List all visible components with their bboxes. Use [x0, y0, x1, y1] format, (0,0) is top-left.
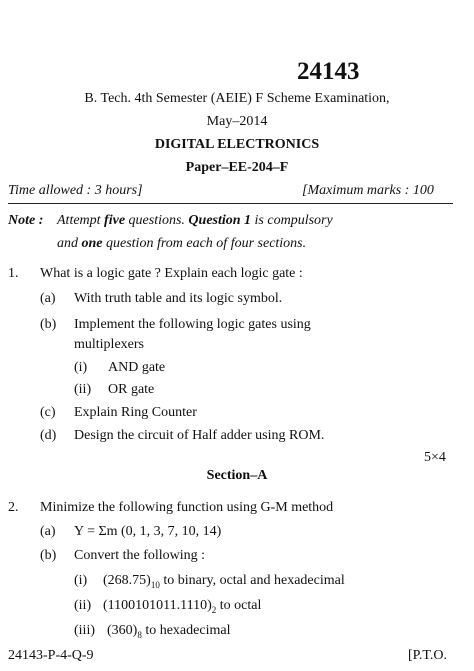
q1-text: What is a logic gate ? Explain each logic gate :: [40, 266, 303, 281]
footer-pto: [P.T.O.: [408, 648, 448, 663]
note-text: and: [57, 236, 82, 251]
q1a-text: With truth table and its logic symbol.: [74, 291, 283, 306]
note-text: questions.: [125, 213, 189, 228]
note-line-1: [57, 213, 333, 229]
q2b-iii-text: [107, 623, 230, 640]
maximum-marks: [Maximum marks : 100: [302, 183, 434, 198]
q2-text: Minimize the following function using G-M method: [40, 500, 334, 515]
section-a-heading: Section–A: [206, 468, 268, 483]
note-text: Attempt: [57, 213, 105, 228]
exam-date: May–2014: [206, 114, 268, 129]
q1d-text: Design the circuit of Half adder using ROM.: [74, 428, 325, 443]
q1-number: 1.: [8, 266, 19, 281]
q2b-ii-label: (ii): [74, 598, 92, 613]
conversion-text: to hexadecimal: [141, 623, 231, 638]
time-allowed: Time allowed : 3 hours]: [8, 183, 143, 198]
q2b-text: Convert the following :: [74, 548, 206, 563]
note-emphasis: five: [104, 213, 126, 228]
number-value: (1100101011.1110): [103, 598, 212, 613]
number-base: 8: [137, 629, 142, 640]
q2a-text: Y = Σm (0, 1, 3, 7, 10, 14): [74, 524, 222, 539]
q2b-label: (b): [40, 548, 57, 563]
note-emphasis: one: [81, 236, 103, 251]
q1c-text: Explain Ring Counter: [74, 405, 197, 420]
q1a-label: (a): [40, 291, 56, 306]
conversion-text: to binary, octal and hexadecimal: [159, 573, 345, 588]
q2b-i-text: [103, 573, 345, 590]
number-value: (360): [107, 623, 138, 638]
q1c-label: (c): [40, 405, 56, 420]
q1b-ii-text: OR gate: [108, 382, 155, 397]
q2b-i-label: (i): [74, 573, 88, 588]
q2a-label: (a): [40, 524, 56, 539]
q1-marks: 5×4: [424, 450, 446, 465]
note-line-2: [57, 236, 306, 252]
exam-title: B. Tech. 4th Semester (AEIE) F Scheme Examination,: [84, 91, 390, 106]
q1b-label: (b): [40, 317, 57, 332]
q1d-label: (d): [40, 428, 57, 443]
q1b-i-text: AND gate: [108, 360, 166, 375]
note-text: is compulsory: [251, 213, 333, 228]
header-rule: [8, 203, 453, 204]
conversion-text: to octal: [216, 598, 262, 613]
q1b-i-label: (i): [74, 360, 88, 375]
q1b-text-2: multiplexers: [74, 337, 144, 352]
subject-title: DIGITAL ELECTRONICS: [154, 137, 320, 152]
note-label: Note :: [8, 213, 44, 228]
note-text: question from each of four sections.: [102, 236, 307, 251]
q2b-ii-text: [103, 598, 261, 615]
q2-number: 2.: [8, 500, 19, 515]
number-value: (268.75): [103, 573, 151, 588]
footer-code: 24143-P-4-Q-9: [8, 648, 94, 663]
number-base: 10: [150, 579, 160, 590]
paper-code: 24143: [297, 58, 360, 85]
q1b-text-1: Implement the following logic gates using: [74, 317, 311, 332]
number-base: 2: [211, 604, 217, 615]
note-emphasis: Question 1: [188, 213, 252, 228]
paper-number: Paper–EE-204–F: [185, 160, 289, 175]
q1b-ii-label: (ii): [74, 382, 92, 397]
q2b-iii-label: (iii): [74, 623, 95, 638]
